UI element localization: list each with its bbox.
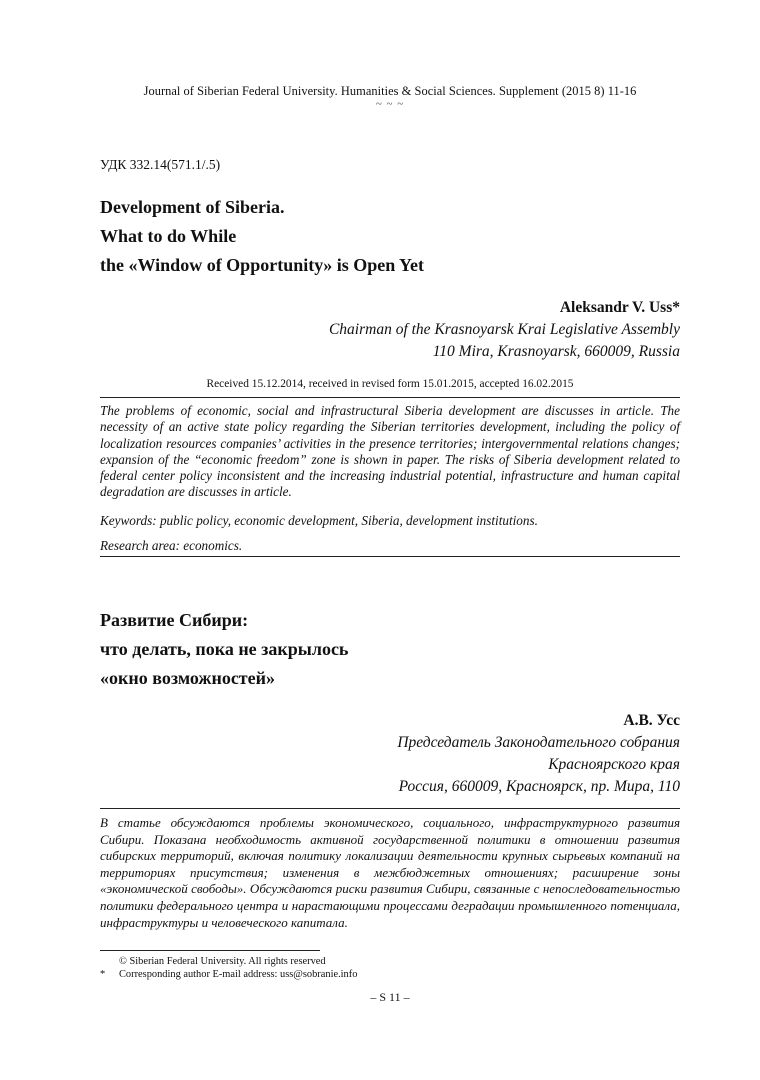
russian-title-line: «окно возможностей» [100, 668, 276, 688]
english-affiliation-line: Chairman of the Krasnoyarsk Krai Legislative Assembly [328, 321, 680, 338]
russian-affiliation-line: Россия, 660009, Красноярск, пр. Мира, 110 [398, 778, 680, 795]
footnote-asterisk: * [100, 969, 106, 980]
english-title [100, 193, 424, 280]
udk-code: УДК 332.14(571.1/.5) [100, 157, 221, 172]
russian-title-line: Развитие Сибири: [100, 610, 249, 630]
journal-header: Journal of Siberian Federal University. Humanities & Social Sciences. Supplement (2015 8) 11-16 [143, 84, 637, 98]
english-abstract: The problems of economic, social and infrastructural Siberia development are discusses in article. The necessity of an active state policy regarding the Siberian territories development, including the policy of localization resources companies’ activities in the presence territories; intergovernmental relations changes; expansion of the “economic freedom” zone is shown in paper. The risks of Siberia development related to federal center policy inconsistent and the increasing industrial potential, infrastructure and human capital degradation are discusses in article. [100, 403, 680, 500]
russian-abstract: В статье обсуждаются проблемы экономического, социального, инфраструктурного развития Сибири. Показана необходимость активной государственной политики в отношении развития сибирских территорий, включая политику локализации деятельности крупных сырьевых компаний на территориях присутствия; изменения в межбюджетных отношениях; расширение зоны «экономической свободы». Обсуждаются риски развития Сибири, связанные с непоследовательностью политики федерального центра и нарастающими процессами деградации промышленного потенциала, инфраструктуры и человеческого капитала. [100, 815, 680, 930]
footnote-copyright [100, 955, 326, 968]
russian-title [100, 606, 348, 693]
russian-title-line: что делать, пока не закрылось [100, 639, 349, 659]
research-area: Research area: economics. [100, 538, 243, 553]
english-title-line: What to do While [100, 226, 237, 246]
russian-affiliation-line: Председатель Законодательного собрания [397, 734, 680, 751]
russian-author-name: А.В. Усс [623, 712, 680, 729]
page-number: – S 11 – [370, 990, 410, 1004]
header-ornament: ~ ~ ~ [375, 98, 405, 110]
keywords: Keywords: public policy, economic development, Siberia, development institutions. [100, 513, 538, 528]
russian-author-block [397, 710, 680, 798]
footnote-corresponding [100, 968, 357, 981]
russian-abstract-top-rule [100, 808, 680, 809]
received-dates: Received 15.12.2014, received in revised form 15.01.2015, accepted 16.02.2015 [206, 378, 574, 390]
russian-affiliation-line: Красноярского края [548, 756, 680, 773]
english-affiliation-line: 110 Mira, Krasnoyarsk, 660009, Russia [432, 343, 680, 360]
english-title-line: Development of Siberia. [100, 197, 285, 217]
abstract-bottom-rule [100, 556, 680, 557]
abstract-top-rule [100, 397, 680, 398]
english-title-line: the «Window of Opportunity» is Open Yet [100, 255, 425, 275]
footnote-copyright-text: © Siberian Federal University. All rights reserved [119, 956, 326, 967]
footnote-rule [100, 950, 320, 951]
english-author-name: Aleksandr V. Uss* [559, 299, 680, 316]
footnote-corresponding-text: Corresponding author E-mail address: uss@sobranie.info [119, 969, 358, 980]
english-author-block [329, 297, 680, 363]
